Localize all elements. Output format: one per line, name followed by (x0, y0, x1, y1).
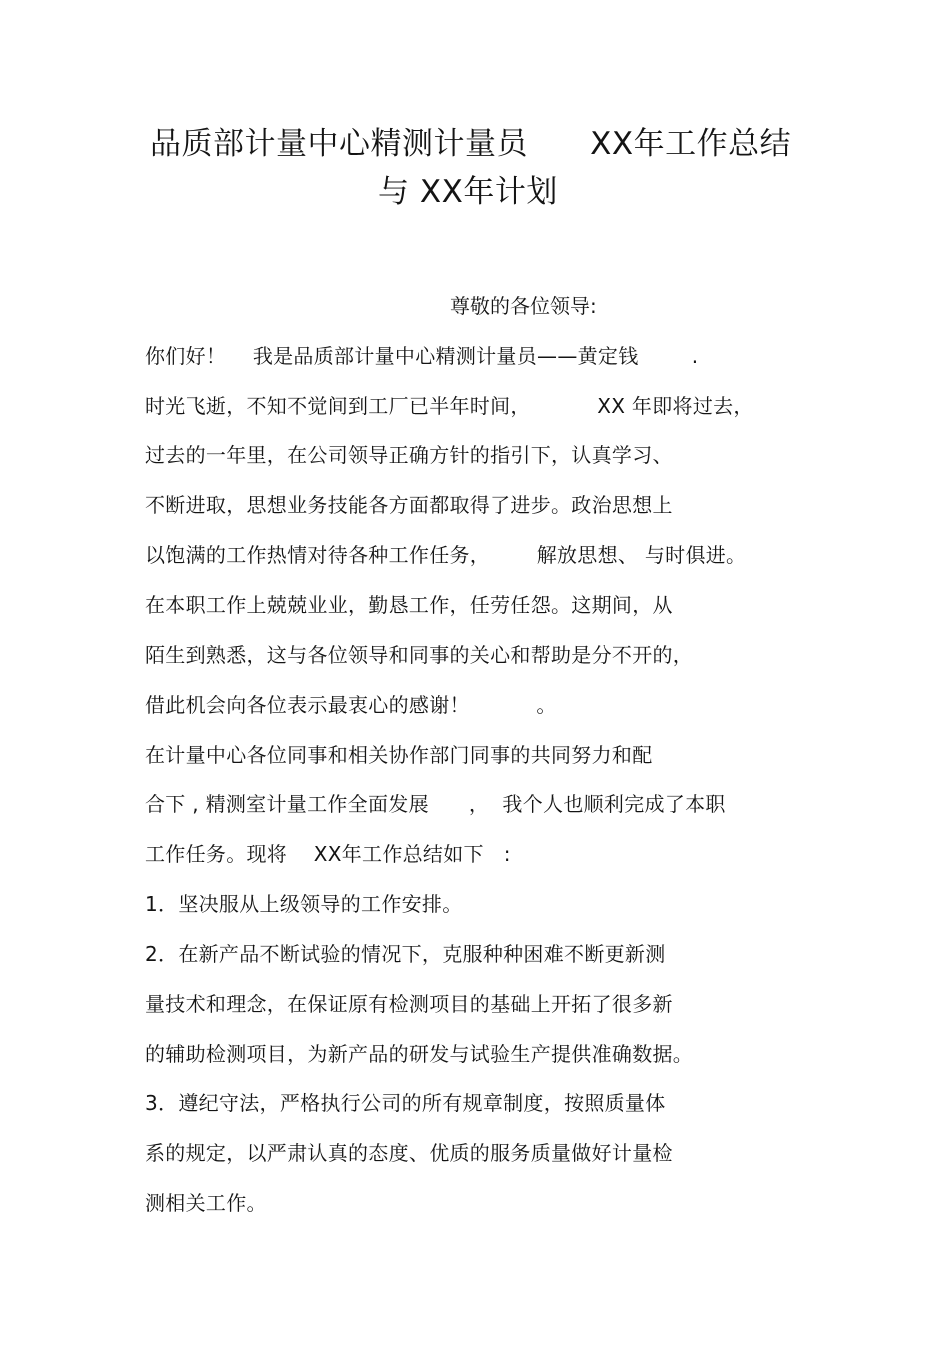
greeting: 尊敬的各位领导: (450, 294, 597, 318)
body-line: 时光飞逝，不知不觉间到工厂已半年时间， XX 年即将过去， (145, 394, 754, 418)
body-line: 测相关工作。 (145, 1191, 267, 1215)
body-line: 不断进取，思想业务技能各方面都取得了进步。政治思想上 (145, 493, 673, 517)
document-title-line-1: 品质部计量中心精测计量员 XX年工作总结 (150, 126, 792, 162)
list-item-2: 2．在新产品不断试验的情况下，克服种种困难不断更新测 (145, 942, 666, 966)
list-item-3: 3．遵纪守法，严格执行公司的所有规章制度，按照质量体 (145, 1091, 666, 1115)
body-line: 在计量中心各位同事和相关协作部门同事的共同努力和配 (145, 743, 653, 767)
body-line: 以饱满的工作热情对待各种工作任务， 解放思想、 与时俱进。 (145, 543, 747, 567)
body-line: 系的规定，以严肃认真的态度、优质的服务质量做好计量检 (145, 1141, 673, 1165)
list-item-1: 1．坚决服从上级领导的工作安排。 (145, 892, 463, 916)
document-title-line-2: 与 XX年计划 (378, 174, 558, 210)
body-line: 工作任务。现将 XX年工作总结如下 : (145, 842, 511, 866)
body-line: 借此机会向各位表示最衷心的感谢！ 。 (145, 693, 557, 717)
body-line: 过去的一年里，在公司领导正确方针的指引下，认真学习、 (145, 443, 673, 467)
body-line: 的辅助检测项目，为新产品的研发与试验生产提供准确数据。 (145, 1042, 694, 1066)
body-line: 合下 , 精测室计量工作全面发展 ， 我个人也顺利完成了本职 (145, 792, 726, 816)
body-line: 量技术和理念，在保证原有检测项目的基础上开拓了很多新 (145, 992, 673, 1016)
body-line: 你们好！ 我是品质部计量中心精测计量员——黄定钱 . (145, 344, 699, 368)
body-line: 在本职工作上兢兢业业，勤恳工作，任劳任怨。这期间，从 (145, 593, 673, 617)
body-line: 陌生到熟悉，这与各位领导和同事的关心和帮助是分不开的， (145, 643, 694, 667)
